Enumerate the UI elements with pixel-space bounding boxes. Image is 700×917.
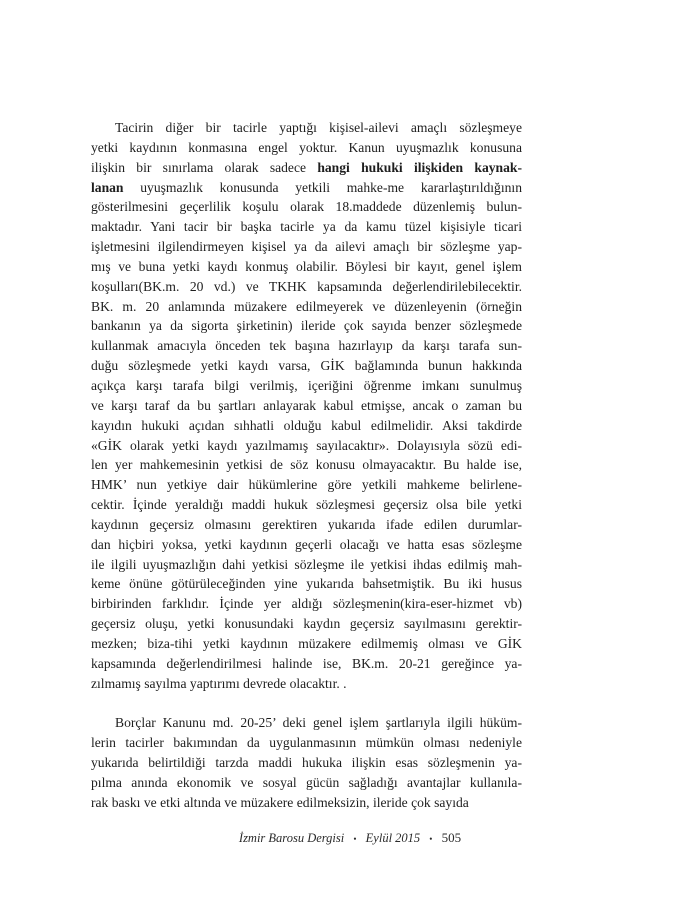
text-line: keme önüne götürüleceğinden yine yukarıda bahsetmiştik. Bu iki husus [91, 576, 522, 592]
text-line: yetki kaydının konmasına engel yoktur. Kanun uyuşmazlık konusuna [91, 139, 522, 155]
paragraph-1 [91, 118, 522, 693]
bold-phrase: lanan [91, 179, 124, 195]
text-line: duğu sözleşmede yetki kaydı varsa, GİK bağlamında bunun hakkında [91, 358, 522, 374]
text-line: mış ve buna yetki kaydı konmuş olabilir. Böylesi bir kayıt, genel işlem [91, 258, 522, 274]
text-line [91, 178, 522, 198]
text-line: açıkça karşı tarafa bilgi verilmiş, içeriğini öğrenme imkanı sunulmuş [91, 377, 522, 393]
line-text: uyuşmazlık konusunda yetkili mahke-me kararlaştırıldığının [123, 179, 522, 195]
text-line: maktadır. Yani tacir bir başka tacirle ya da kamu tüzel kişisiyle ticari [91, 219, 522, 235]
text-line: cektir. İçinde yeraldığı maddi hukuk sözleşmesi geçersiz olsa bile yetki [91, 497, 522, 513]
body-text [91, 118, 522, 813]
text-line: geçersiz oluşu, yetki konusundaki kaydın geçersiz sayılmasını gerektir- [91, 616, 522, 632]
text-line: gösterilmesini geçerlilik koşulu olarak 18.maddede düzenlemiş bulun- [91, 199, 522, 215]
bold-phrase: hangi hukuki ilişkiden kaynak- [317, 159, 522, 175]
text-line: işletmesini ilgilendirmeyen kişisel ya da ailevi amaçlı bir sözleşme yap- [91, 239, 522, 255]
page-number: 505 [441, 830, 462, 845]
text-line: ile ilgili uyuşmazlığın dahi yetkisi sözleşme ile yetkisi ihdas edilmiş mah- [91, 556, 522, 572]
paragraph-gap [91, 693, 522, 713]
text-line: koşulları(BK.m. 20 vd.) ve TKHK kapsamında değerlendirilebilecektir. [91, 278, 522, 294]
text-line: rak baskı ve etki altında ve müzakere edilmeksizin, ileride çok sayıda [91, 794, 469, 810]
footer-separator: • [429, 834, 433, 845]
text-line: zılmamış sayılma yaptırımı devrede olacaktır. . [91, 675, 347, 691]
text-line: mezken; biza-tihi yetki kaydının müzakere edilmemiş olması ve GİK [91, 635, 522, 651]
issue-date: Eylül 2015 [365, 831, 421, 845]
text-line: pılma anında ekonomik ve sosyal gücün sağladığı avantajlar kullanıla- [91, 775, 522, 790]
text-line: HMK’ nun yetkiye dair hükümlerine göre yetkili mahkeme belirlene- [91, 477, 522, 493]
line-text: ilişkin bir sınırlama olarak sadece [91, 159, 318, 175]
text-line: Tacirin diğer bir tacirle yaptığı kişisel-ailevi amaçlı sözleşmeye [115, 120, 522, 135]
text-line: kapsamında değerlendirilmesi halinde ise, BK.m. 20-21 gereğince ya- [91, 655, 522, 671]
paragraph-2 [91, 713, 522, 812]
text-line: bankanın ya da sigorta şirketinin) ileride çok sayıda benzer sözleşmede [91, 318, 522, 334]
footer-separator: • [353, 834, 357, 845]
journal-name: İzmir Barosu Dergisi [238, 831, 345, 845]
text-line: dan hiçbiri yoksa, yetki kaydının geçerli olacağı ve hatta esas sözleşme [91, 536, 522, 552]
text-line: birbirinden farklıdır. İçinde yer aldığı sözleşmenin(kira-eser-hizmet vb) [91, 596, 522, 612]
text-line: «GİK olarak yetki kaydı yazılmamış sayılacaktır». Dolayısıyla sözü edi- [91, 437, 522, 453]
text-line: kaydının geçersiz olmasını gerektiren yukarıda ifade edilen durumlar- [91, 516, 522, 532]
text-line: ve karşı taraf da bu şartları anlayarak kabul etmişse, ancak o zaman bu [91, 397, 522, 413]
text-line [91, 158, 522, 178]
text-line: yukarıda belirtildiği tarzda maddi hukuka ilişkin esas sözleşmenin ya- [91, 755, 522, 771]
text-line: Borçlar Kanunu md. 20-25’ deki genel işlem şartlarıyla ilgili hüküm- [115, 715, 522, 731]
page-footer [0, 830, 700, 846]
text-line: lerin tacirler bakımından da uygulanmasının mümkün olması nedeniyle [91, 735, 522, 751]
text-line: len yer mahkemesinin yetkisi de söz konusu olmayacaktır. Bu halde ise, [91, 457, 522, 473]
text-line: BK. m. 20 anlamında müzakere edilmeyerek ve düzenleyenin (örneğin [91, 298, 522, 314]
text-line: kullanmak amacıyla önceden tek başına hazırlayıp da karşı tarafa sun- [91, 338, 522, 354]
text-line: kayıdın hukuki açıdan sıhhatli olduğu kabul edilmelidir. Aksi takdirde [91, 417, 522, 433]
